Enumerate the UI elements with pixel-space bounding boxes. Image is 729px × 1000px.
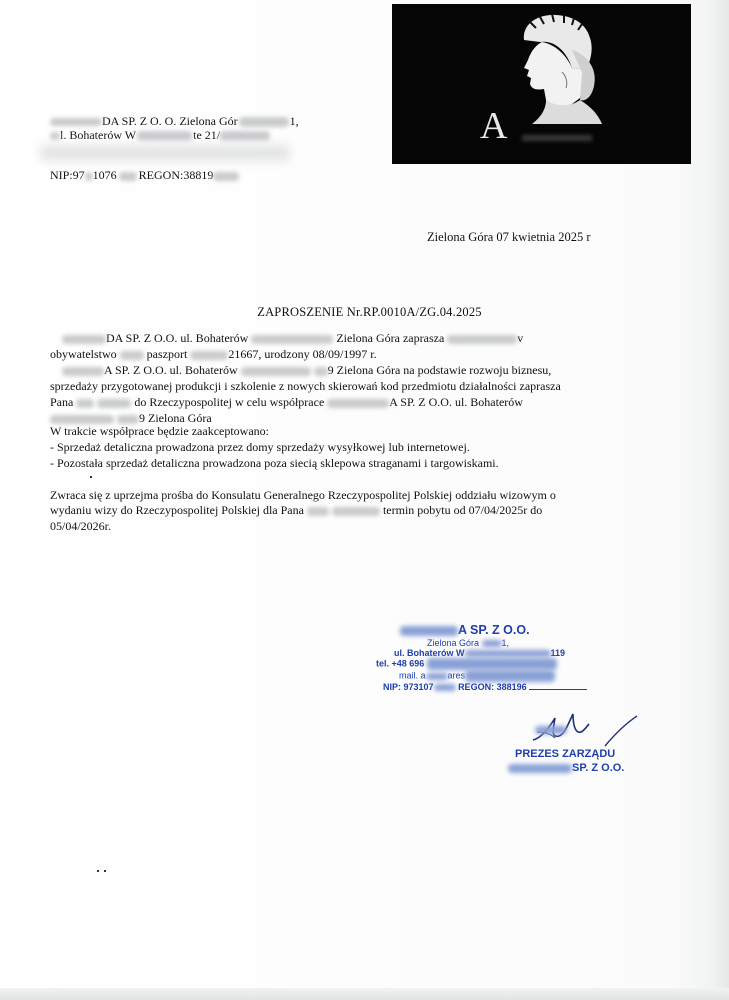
signature-redacted <box>535 726 567 734</box>
stamp-nip: NIP: 973107 REGON: 388196 <box>383 682 587 692</box>
logo-redacted-text <box>522 135 592 141</box>
page-edge-right <box>707 0 729 1000</box>
body-line-7: W trakcie współprace będzie zaakceptowano: <box>50 424 269 438</box>
document-title: ZAPROSZENIE Nr.RP.0010A/ZG.04.2025 <box>257 305 482 319</box>
body-line-9: - Pozostała sprzedaż detaliczna prowadzona poza siecią sklepowa straganami i targowiskami. <box>50 456 499 470</box>
stamp-street: ul. Bohaterów W 119 <box>394 648 566 658</box>
stamp-company: A SP. Z O.O. <box>400 623 530 637</box>
page-edge-bottom <box>0 988 729 1000</box>
header-nip-line: NIP:97 1076 REGON:38819 <box>50 168 239 183</box>
speck <box>97 870 99 872</box>
speck <box>104 870 106 872</box>
body-line-12: 05/04/2026r. <box>50 519 112 533</box>
body-line-11: wydaniu wizy do Rzeczypospolitej Polskiej dla Pana termin pobytu od 07/04/2025r do <box>50 503 543 517</box>
body-line-6: 9 Zielona Góra <box>50 411 212 426</box>
logo-letter: A <box>480 105 508 147</box>
body-line-3: A SP. Z O.O. ul. Bohaterów 9 Zielona Góra na podstawie rozwoju biznesu, <box>50 363 551 378</box>
redacted-block <box>40 145 290 161</box>
company-logo <box>392 4 691 164</box>
body-line-4: sprzedaży przygotowanej produkcji i szkolenie z nowych skierowań kod przedmiotu działalności zaprasza <box>50 379 561 393</box>
body-line-5: Pana do Rzeczypospolitej w celu współprace A SP. Z O.O. ul. Bohaterów <box>50 395 523 409</box>
header-street-line: l. Bohaterów W te 21/ <box>50 128 270 143</box>
stamp-phone: tel. +48 696 <box>376 658 557 670</box>
stamp-city: Zielona Góra 1, <box>427 638 510 648</box>
body-line-8: - Sprzedaż detaliczna prowadzona przez domy sprzedaży wysyłkowej lub internetowej. <box>50 440 470 454</box>
logo-spzoo: sp. z o.o. <box>565 114 594 123</box>
body-line-10: Zwraca się z uprzejma prośba do Konsulatu Generalnego Rzeczypospolitej Polskiej oddziału wizowym o <box>50 488 556 502</box>
profile-head-icon <box>502 10 612 128</box>
body-line-1: DA SP. Z O.O. ul. Bohaterów Zielona Góra zaprasza v <box>50 331 523 346</box>
body-line-2: obywatelstwo paszport 21667, urodzony 08/09/1997 r. <box>50 347 377 361</box>
stamp-mail: mail. a ares <box>399 670 555 682</box>
signature-role: PREZES ZARZĄDU <box>515 748 616 760</box>
header-company-line: DA SP. Z O. O. Zielona Gór 1, <box>50 114 299 129</box>
signature-company: SP. Z O.O. <box>508 762 624 774</box>
document-date: Zielona Góra 07 kwietnia 2025 r <box>427 230 591 244</box>
speck <box>90 476 92 478</box>
